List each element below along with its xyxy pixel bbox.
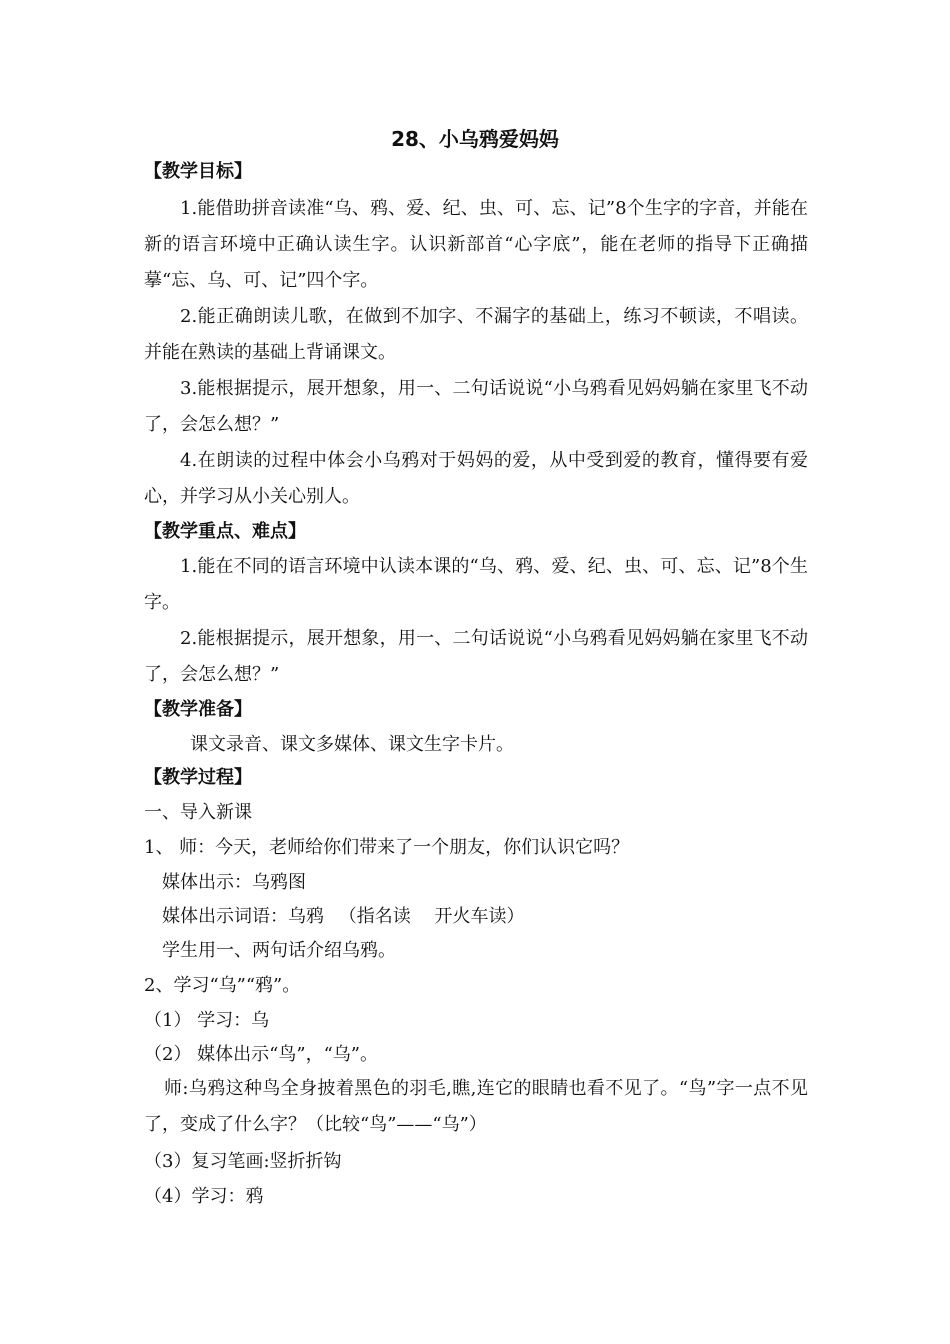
- process-media-1: 媒体出示：乌鸦图: [162, 872, 306, 893]
- process-sub-4: （4）学习：鸦: [144, 1186, 264, 1207]
- process-sub-1: （1） 学习：乌: [144, 1010, 270, 1031]
- process-part-1: 一、导入新课: [144, 802, 252, 823]
- process-media-2: 媒体出示词语：乌鸦 （指名读 开火车读）: [162, 906, 525, 927]
- goal-item-2: 2.能正确朗读儿歌，在做到不加字、不漏字的基础上，练习不顿读，不唱读。并能在熟读的基础上背诵课文。: [144, 306, 808, 363]
- heading-teaching-process: 【教学过程】: [144, 767, 252, 788]
- heading-key-points: 【教学重点、难点】: [144, 521, 306, 542]
- process-sub-2: （2） 媒体出示“鸟”，“乌”。: [144, 1044, 378, 1065]
- goal-item-3: 3.能根据提示，展开想象，用一、二句话说说“小乌鸦看见妈妈躺在家里飞不动了，会怎么想？”: [144, 378, 808, 435]
- heading-teaching-goals: 【教学目标】: [144, 161, 252, 182]
- process-teacher-text: 师:乌鸦这种鸟全身披着黑色的羽毛,瞧,连它的眼睛也看不见了。“鸟”字一点不见了，变成了什么字？（比较“鸟”——“乌”）: [144, 1078, 808, 1135]
- key-point-item-2: 2.能根据提示，展开想象，用一、二句话说说“小乌鸦看见妈妈躺在家里飞不动了，会怎么想？”: [144, 628, 808, 685]
- heading-preparation: 【教学准备】: [144, 699, 252, 720]
- process-sub-3: （3）复习笔画:竖折折钩: [144, 1151, 342, 1172]
- key-point-item-1: 1.能在不同的语言环境中认读本课的“乌、鸦、爱、纪、虫、可、忘、记”8个生字。: [144, 556, 808, 613]
- process-step-1: 1、 师：今天，老师给你们带来了一个朋友，你们认识它吗？: [144, 837, 630, 858]
- goal-item-4: 4.在朗读的过程中体会小乌鸦对于妈妈的爱，从中受到爱的教育，懂得要有爱心，并学习从小关心别人。: [144, 450, 808, 507]
- lesson-title: 28、小乌鸦爱妈妈: [391, 127, 559, 151]
- goal-item-1: 1.能借助拼音读准“乌、鸦、爱、纪、虫、可、忘、记”8个生字的字音，并能在新的语言环境中正确认读生字。认识新部首“心字底”，能在老师的指导下正确描摹“忘、乌、可、记”四个字。: [144, 198, 808, 291]
- preparation-text: 课文录音、课文多媒体、课文生字卡片。: [190, 734, 514, 755]
- process-student: 学生用一、两句话介绍乌鸦。: [162, 940, 396, 961]
- process-step-2: 2、学习“乌”“鸦”。: [144, 975, 301, 996]
